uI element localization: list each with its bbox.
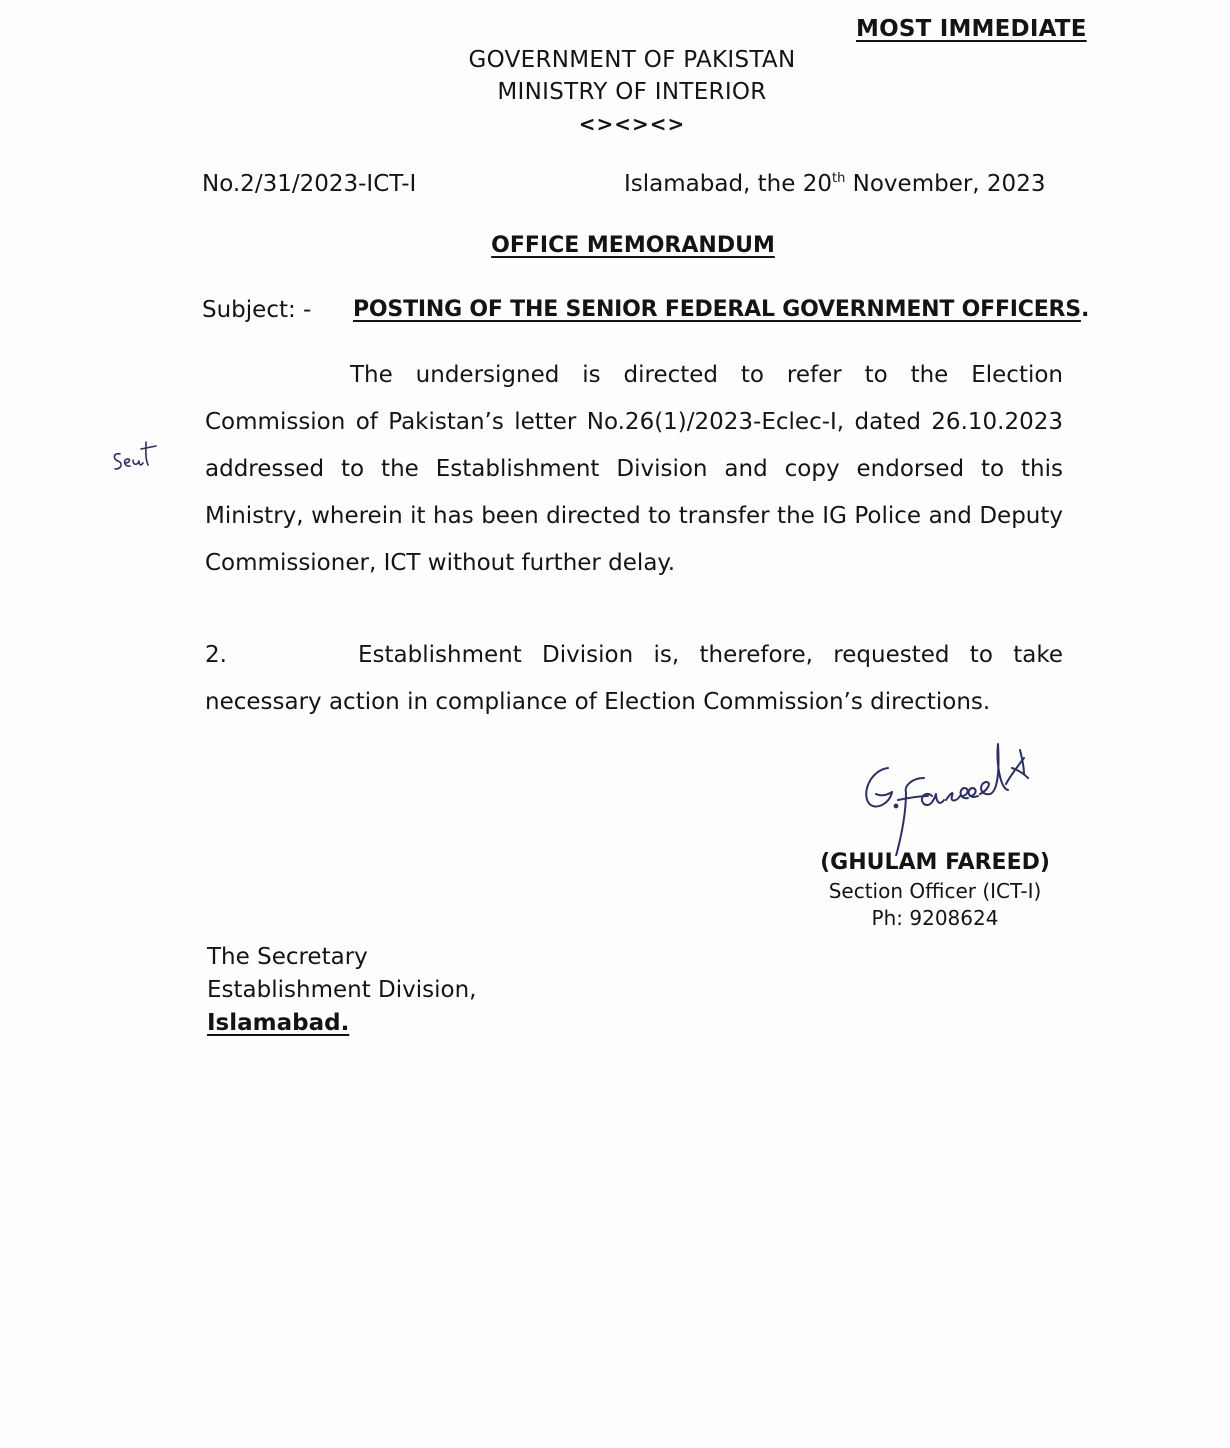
dateline-suffix: November, 2023 bbox=[845, 171, 1046, 197]
signatory-block bbox=[790, 848, 1080, 932]
ministry-name: MINISTRY OF INTERIOR bbox=[497, 79, 767, 105]
paragraph-1: The undersigned is directed to refer to the Election Commission of Pakistan’s letter No.26(1)/2023-Eclec-I, dated 26.10.2023 addressed to the Establishment Division and copy endorsed to this Ministry, wherein it has been directed to transfer the IG Police and Deputy Commissioner, ICT without further delay. bbox=[205, 362, 1063, 576]
government-name: GOVERNMENT OF PAKISTAN bbox=[468, 47, 796, 73]
addressee-city-text: Islamabad. bbox=[207, 1010, 350, 1036]
paragraph-2-text: Establishment Division is, therefore, requested to take necessary action in compliance of Election Commission’s directions. bbox=[205, 642, 1063, 715]
handwritten-margin-note bbox=[108, 432, 160, 480]
dateline-prefix: Islamabad, the 20 bbox=[624, 171, 832, 197]
memo-title bbox=[0, 233, 1230, 258]
reference-number: No.2/31/2023-ICT-I bbox=[202, 171, 417, 197]
addressee-title: The Secretary bbox=[207, 944, 368, 970]
signatory-name: (GHULAM FAREED) bbox=[820, 850, 1050, 875]
subject-period: . bbox=[1080, 297, 1090, 322]
letterhead bbox=[0, 44, 1230, 140]
signatory-phone: Ph: 9208624 bbox=[871, 906, 999, 930]
addressee-city bbox=[207, 1007, 476, 1040]
memo-title-text: OFFICE MEMORANDUM bbox=[491, 233, 775, 258]
priority-label: MOST IMMEDIATE bbox=[856, 16, 1087, 42]
addressee-division: Establishment Division, bbox=[207, 977, 477, 1003]
signature-image bbox=[858, 738, 1048, 856]
subject-label: Subject: - bbox=[202, 297, 312, 323]
subject-line bbox=[353, 297, 1089, 322]
addressee-block bbox=[207, 941, 476, 1040]
subject-text: POSTING OF THE SENIOR FEDERAL GOVERNMENT OFFICERS bbox=[353, 297, 1081, 322]
paragraph-number: 2. bbox=[205, 642, 227, 668]
dateline-ordinal: th bbox=[832, 171, 846, 186]
paragraph-2 bbox=[205, 632, 1063, 726]
signatory-designation: Section Officer (ICT-I) bbox=[828, 879, 1042, 903]
header-ornament: <><><> bbox=[578, 112, 686, 136]
dateline bbox=[624, 171, 1045, 197]
